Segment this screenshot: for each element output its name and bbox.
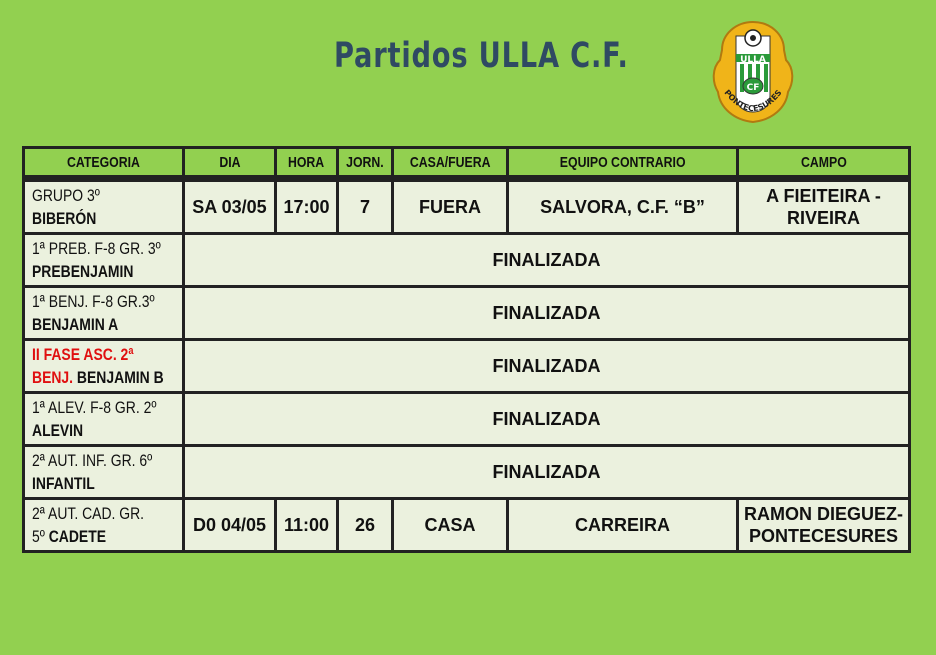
category-cell: 1ª PREB. F-8 GR. 3º PREBENJAMIN — [24, 234, 184, 287]
campo-cell: RAMON DIEGUEZ-PONTECESURES — [738, 499, 910, 552]
table-row — [24, 179, 910, 234]
equipo-cell: SALVORA, C.F. “B” — [508, 179, 738, 234]
header-dia: DIA — [184, 148, 276, 179]
table-row — [24, 287, 910, 340]
status-cell: FINALIZADA — [184, 446, 910, 499]
dia-cell: SA 03/05 — [184, 179, 276, 234]
category-cell: II FASE ASC. 2ª BENJ. BENJAMIN B — [24, 340, 184, 393]
table-row — [24, 499, 910, 552]
header-categoria: CATEGORIA — [24, 148, 184, 179]
category-cell: GRUPO 3º BIBERÓN — [24, 179, 184, 234]
jornada-cell: 7 — [338, 179, 393, 234]
hora-cell: 11:00 — [276, 499, 338, 552]
svg-text:ULLA: ULLA — [740, 55, 766, 65]
casa-fuera-cell: CASA — [393, 499, 508, 552]
hora-cell: 17:00 — [276, 179, 338, 234]
status-cell: FINALIZADA — [184, 340, 910, 393]
table-header-row — [24, 148, 910, 179]
header-equipo-contrario: EQUIPO CONTRARIO — [508, 148, 738, 179]
status-cell: FINALIZADA — [184, 393, 910, 446]
header-campo: CAMPO — [738, 148, 910, 179]
table-row — [24, 393, 910, 446]
header-hora: HORA — [276, 148, 338, 179]
category-cell: 1ª BENJ. F-8 GR.3º BENJAMIN A — [24, 287, 184, 340]
club-crest-logo — [712, 20, 794, 124]
header-jornada: JORN. — [338, 148, 393, 179]
category-cell: 1ª ALEV. F-8 GR. 2º ALEVIN — [24, 393, 184, 446]
equipo-cell: CARREIRA — [508, 499, 738, 552]
category-cell: 2ª AUT. CAD. GR. 5º CADETE — [24, 499, 184, 552]
campo-cell: A FIEITEIRA - RIVEIRA — [738, 179, 910, 234]
casa-fuera-cell: FUERA — [393, 179, 508, 234]
table-row — [24, 446, 910, 499]
status-cell: FINALIZADA — [184, 287, 910, 340]
table-row — [24, 234, 910, 287]
matches-table — [22, 146, 911, 553]
jornada-cell: 26 — [338, 499, 393, 552]
table-row — [24, 340, 910, 393]
category-cell: 2ª AUT. INF. GR. 6º INFANTIL — [24, 446, 184, 499]
header-casa-fuera: CASA/FUERA — [393, 148, 508, 179]
svg-text:CF: CF — [746, 83, 760, 93]
status-cell: FINALIZADA — [184, 234, 910, 287]
page-title: Partidos ULLA C.F. — [334, 36, 629, 76]
dia-cell: D0 04/05 — [184, 499, 276, 552]
svg-text:PONTECESURES: PONTECESURES — [722, 88, 784, 114]
